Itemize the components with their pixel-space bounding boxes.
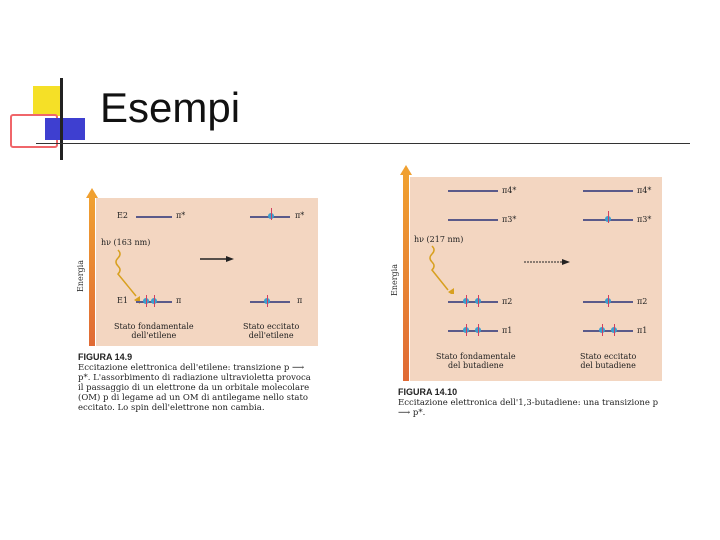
spin-arrow	[614, 324, 615, 336]
energy-arrow	[89, 198, 95, 346]
pi2-level-ground	[448, 301, 498, 303]
spin-arrow	[267, 295, 268, 307]
pi4-level-excited	[583, 190, 633, 192]
hv-label: hν (217 nm)	[414, 235, 464, 244]
spin-arrow	[478, 324, 479, 336]
pi-star-level-ground	[136, 216, 172, 218]
e1-label: E1	[117, 296, 128, 305]
spin-arrow	[466, 324, 467, 336]
pi2-label: π2	[502, 297, 513, 306]
spin-arrow	[608, 211, 609, 223]
yellow-square-decoration	[33, 86, 63, 116]
energy-axis-label: Energia	[390, 264, 399, 296]
excited-state-label: Stato eccitato dell'etilene	[243, 322, 300, 340]
energy-axis-label: Energia	[76, 260, 85, 292]
energy-arrow	[403, 175, 409, 381]
energy-arrow-head	[400, 165, 412, 175]
ground-state-label: Stato fondamentale dell'etilene	[114, 322, 194, 340]
energy-arrow-head	[86, 188, 98, 198]
pi3-level-ground	[448, 219, 498, 221]
caption-text: Eccitazione elettronica dell'1,3-butadiene: una transizione p ⟶ p*.	[398, 398, 659, 418]
pi4-level-ground	[448, 190, 498, 192]
pi1-level-ground	[448, 330, 498, 332]
spin-arrow	[478, 295, 479, 307]
spin-arrow	[608, 295, 609, 307]
pi3-label: π3*	[502, 215, 517, 224]
vertical-rule	[60, 78, 63, 160]
ground-state-label: Stato fondamentale del butadiene	[436, 352, 516, 370]
pi-label-right: π	[297, 296, 303, 305]
hv-label: hν (163 nm)	[101, 238, 151, 247]
photon-and-reaction-arrows	[424, 244, 574, 294]
e2-label: E2	[117, 211, 128, 220]
spin-arrow	[466, 295, 467, 307]
pi-label: π	[176, 296, 182, 305]
title-underline	[36, 143, 690, 144]
caption-label: FIGURA 14.9	[78, 352, 133, 362]
pi-level-excited	[250, 301, 290, 303]
pi4-label-right: π4*	[637, 186, 652, 195]
pi2-label-right: π2	[637, 297, 648, 306]
figure-14-9-caption	[78, 352, 318, 413]
photon-and-reaction-arrows	[110, 246, 240, 306]
spin-arrow	[146, 295, 147, 307]
pi1-level-excited	[583, 330, 633, 332]
pi1-label-right: π1	[637, 326, 648, 335]
pi-star-label-right: π*	[295, 211, 305, 220]
figure-14-10-caption	[398, 387, 670, 418]
spin-arrow	[271, 208, 272, 220]
spin-arrow	[602, 324, 603, 336]
caption-label: FIGURA 14.10	[398, 387, 458, 397]
pi1-label: π1	[502, 326, 513, 335]
caption-text: Eccitazione elettronica dell'etilene: transizione p ⟶ p*. L'assorbimento di radiazione ultravioletta provoca il passaggio di un elettrone da un orbitale molecolare (OM) p di legame ad un OM di antilegame nello stato eccitato. Lo spin dell'elettrone non cambia.	[78, 363, 311, 413]
blue-square-decoration	[45, 118, 85, 140]
excited-state-label: Stato eccitato del butadiene	[580, 352, 637, 370]
pi-star-label: π*	[176, 211, 186, 220]
pi4-label: π4*	[502, 186, 517, 195]
slide-title: Esempi	[100, 84, 241, 131]
pi3-label-right: π3*	[637, 215, 652, 224]
spin-arrow	[154, 295, 155, 307]
